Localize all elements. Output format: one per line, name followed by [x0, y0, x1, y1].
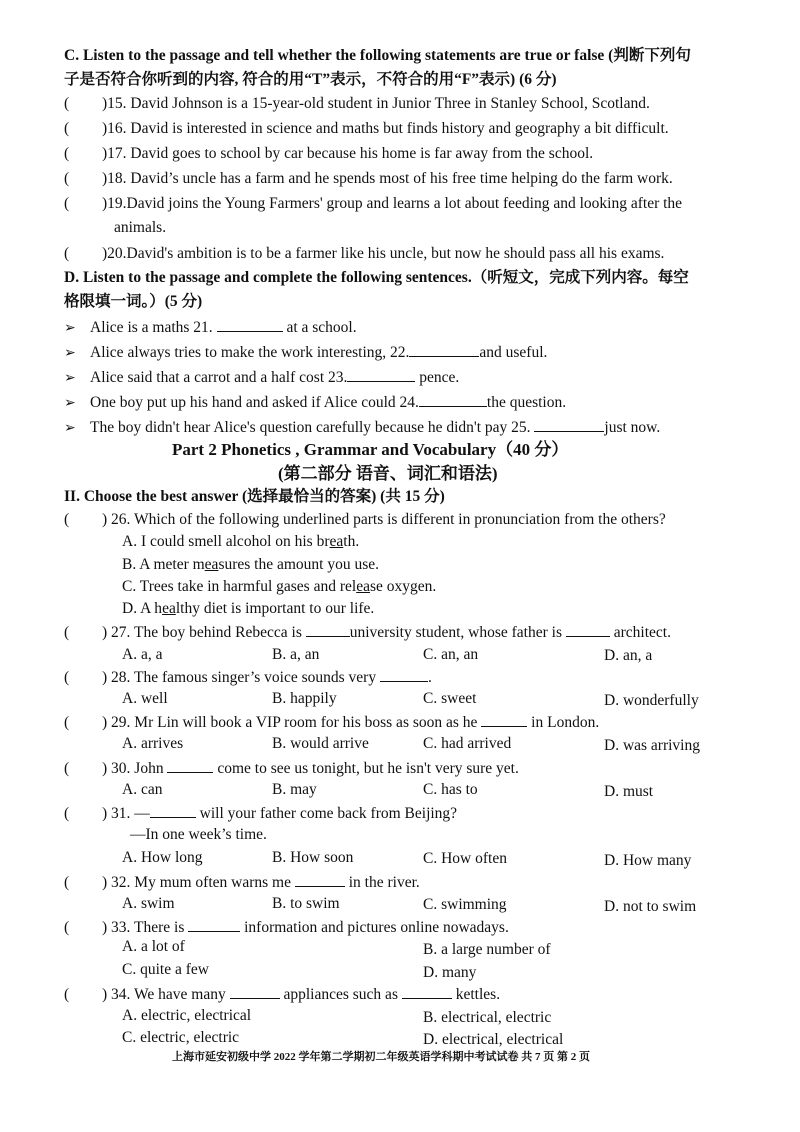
bullet-arrow-icon: ➢: [64, 420, 76, 436]
q33-option-d[interactable]: D. many: [423, 964, 477, 981]
q33-blank[interactable]: [188, 917, 240, 932]
answer-blank-25[interactable]: [534, 417, 604, 432]
statement-17: ( )17. David goes to school by car because his home is far away from the school.: [64, 145, 594, 162]
question-33: ( ) 33. There is information and pictures online nowadays.: [64, 919, 509, 936]
q34-option-b[interactable]: B. electrical, electric: [423, 1009, 552, 1026]
section-c-heading-line2: 子是否符合你听到的内容, 符合的用“T”表示，不符合的用“F”表示) (6 分): [64, 71, 557, 88]
q30-option-d[interactable]: D. must: [604, 783, 654, 800]
statement-15: ( )15. David Johnson is a 15-year-old student in Junior Three in Stanley School, Scotland.: [64, 95, 650, 112]
q32-option-a[interactable]: A. swim: [122, 895, 175, 912]
q27-blank-2[interactable]: [566, 622, 610, 637]
q29-option-d[interactable]: D. was arriving: [604, 737, 700, 754]
statement-20: ( )20.David's ambition is to be a farmer like his uncle, but now he should pass all his exams.: [64, 245, 665, 262]
q26-option-a[interactable]: A. I could smell alcohol on his breath.: [122, 533, 360, 550]
q27-option-c[interactable]: C. an, an: [423, 646, 479, 663]
q34-option-d[interactable]: D. electrical, electrical: [423, 1031, 564, 1048]
q28-option-c[interactable]: C. sweet: [423, 690, 477, 707]
q31-option-c[interactable]: C. How often: [423, 850, 507, 867]
section-d-heading-line1: D. Listen to the passage and complete the following sentences.（听短文，完成下列内容。每空: [64, 269, 689, 286]
q26-option-c[interactable]: C. Trees take in harmful gases and release oxygen.: [122, 578, 437, 595]
question-34: ( ) 34. We have many appliances such as kettles.: [64, 986, 501, 1003]
q26-option-b[interactable]: B. A meter measures the amount you use.: [122, 556, 380, 573]
answer-blank-22[interactable]: [409, 342, 479, 357]
question-29: ( ) 29. Mr Lin will book a VIP room for his boss as soon as he in London.: [64, 714, 600, 731]
statement-19-continued: animals.: [114, 219, 167, 236]
bullet-arrow-icon: ➢: [64, 370, 76, 386]
part2-subtitle: (第二部分 语音、词汇和语法): [278, 464, 498, 483]
section-c-heading-line1: C. Listen to the passage and tell whether the following statements are true or false (判断下列句: [64, 47, 691, 64]
q34-option-a[interactable]: A. electric, electrical: [122, 1007, 252, 1024]
q30-blank[interactable]: [167, 758, 213, 773]
answer-blank-23[interactable]: [347, 367, 415, 382]
q29-blank[interactable]: [481, 712, 527, 727]
question-26: ( ) 26. Which of the following underlined parts is different in pronunciation from the others?: [64, 511, 666, 528]
q33-option-b[interactable]: B. a large number of: [423, 941, 551, 958]
q30-option-a[interactable]: A. can: [122, 781, 163, 798]
q30-option-b[interactable]: B. may: [272, 781, 317, 798]
q27-option-d[interactable]: D. an, a: [604, 647, 653, 664]
q27-option-a[interactable]: A. a, a: [122, 646, 163, 663]
blank-item-23: ➢ Alice said that a carrot and a half cost 23. pence.: [64, 369, 460, 386]
bullet-arrow-icon: ➢: [64, 345, 76, 361]
question-28: ( ) 28. The famous singer’s voice sounds very .: [64, 669, 432, 686]
statement-18: ( )18. David’s uncle has a farm and he spends most of his free time helping do the farm work.: [64, 170, 673, 187]
q31-option-a[interactable]: A. How long: [122, 849, 203, 866]
question-27: ( ) 27. The boy behind Rebecca is university student, whose father is architect.: [64, 624, 671, 641]
statement-16: ( )16. David is interested in science and maths but finds history and geography a bit difficult.: [64, 120, 669, 137]
bullet-arrow-icon: ➢: [64, 320, 76, 336]
q34-blank-2[interactable]: [402, 984, 452, 999]
q31-option-b[interactable]: B. How soon: [272, 849, 354, 866]
part2-title: Part 2 Phonetics , Grammar and Vocabulary（40 分）: [172, 440, 569, 459]
question-31: ( ) 31. — will your father come back from Beijing?: [64, 805, 458, 822]
bullet-arrow-icon: ➢: [64, 395, 76, 411]
q27-blank-1[interactable]: [306, 622, 350, 637]
q31-reply: —In one week’s time.: [130, 826, 267, 843]
answer-blank-24[interactable]: [419, 392, 487, 407]
q31-option-d[interactable]: D. How many: [604, 852, 692, 869]
q32-option-d[interactable]: D. not to swim: [604, 898, 697, 915]
q28-blank[interactable]: [380, 667, 428, 682]
q31-blank[interactable]: [150, 803, 196, 818]
q26-option-d[interactable]: D. A healthy diet is important to our life.: [122, 600, 375, 617]
statement-19: ( )19.David joins the Young Farmers' group and learns a lot about feeding and looking after the: [64, 195, 683, 212]
page-footer: 上海市延安初级中学 2022 学年第二学期初二年级英语学科期中考试试卷 共 7 页 第 2 页: [172, 1051, 590, 1063]
q32-option-c[interactable]: C. swimming: [423, 896, 507, 913]
q28-option-d[interactable]: D. wonderfully: [604, 692, 699, 709]
q29-option-a[interactable]: A. arrives: [122, 735, 184, 752]
section-ii-heading: II. Choose the best answer (选择最恰当的答案) (共 15 分): [64, 488, 445, 505]
q32-option-b[interactable]: B. to swim: [272, 895, 340, 912]
q27-option-b[interactable]: B. a, an: [272, 646, 320, 663]
blank-item-24: ➢ One boy put up his hand and asked if Alice could 24. the question.: [64, 394, 567, 411]
blank-item-21: ➢ Alice is a maths 21. at a school.: [64, 319, 357, 336]
section-d-heading-line2: 格限填一词。）(5 分): [64, 293, 203, 310]
q33-option-c[interactable]: C. quite a few: [122, 961, 209, 978]
answer-blank-21[interactable]: [217, 317, 283, 332]
q30-option-c[interactable]: C. has to: [423, 781, 478, 798]
blank-item-22: ➢ Alice always tries to make the work interesting, 22. and useful.: [64, 344, 548, 361]
q28-option-b[interactable]: B. happily: [272, 690, 337, 707]
q32-blank[interactable]: [295, 872, 345, 887]
q29-option-c[interactable]: C. had arrived: [423, 735, 512, 752]
question-32: ( ) 32. My mum often warns me in the river.: [64, 874, 420, 891]
q28-option-a[interactable]: A. well: [122, 690, 168, 707]
q33-option-a[interactable]: A. a lot of: [122, 938, 185, 955]
q34-blank-1[interactable]: [230, 984, 280, 999]
q34-option-c[interactable]: C. electric, electric: [122, 1029, 240, 1046]
blank-item-25: ➢ The boy didn't hear Alice's question carefully because he didn't pay 25. just now.: [64, 419, 661, 436]
q29-option-b[interactable]: B. would arrive: [272, 735, 369, 752]
question-30: ( ) 30. John come to see us tonight, but he isn't very sure yet.: [64, 760, 519, 777]
